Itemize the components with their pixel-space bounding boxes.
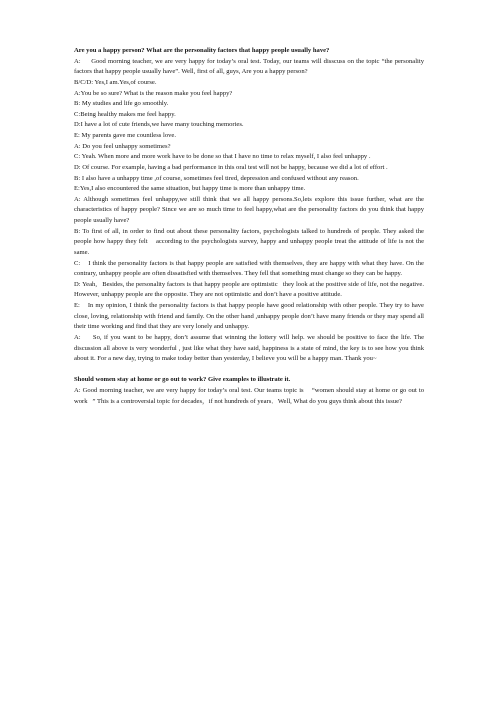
paragraph: D: Yeah, Besides, the personality factors is that happy people are optimistic they look at the positive side of life, not the negative. However, unhappy people are the opposite. They are not optimistic and don’t have a positive attitude. xyxy=(74,280,424,299)
paragraph: A: Good morning teacher, we are very happy for today’s oral test. Our teams topic is “women should stay at home or go out to work ” This is a controversial topic for decades，if not hundreds of years．Well, What do you guys think about this issue? xyxy=(74,386,424,405)
paragraph: A: Although sometimes feel unhappy,we still think that we all happy persons.So,lets explore this issue further, what are the characteristics of happy people? Since we are so much time to feel happy,what are the personality factors do you think that happy people usually have? xyxy=(74,195,424,224)
paragraph: E: In my opinion, I think the personality factors is that happy people have good relationship with other people. They try to have close, loving, relationship with friend and family. On the other hand ,unhappy people don’t have many friends or they may spend all their time working and find that they are very lonely and unhappy. xyxy=(74,302,424,331)
paragraph: A: Do you feel unhappy sometimes? xyxy=(74,142,171,150)
paragraph: A:You be so sure? What is the reason make you feel happy? xyxy=(74,89,233,97)
paragraph: C: Yeah. When more and more work have to be done so that I have no time to relax myself, I also feel unhappy . xyxy=(74,153,371,161)
paragraph: C: I think the personality factors is that happy people are satisfied with themselves, they are happy with what they have. On the contrary, unhappy people are often dissatisfied with themselves. They fell that something must change so they can be happy. xyxy=(74,259,424,278)
paragraph: D:I have a lot of cute friends,we have many touching memories. xyxy=(74,121,244,129)
question-heading-2: Should women stay at home or go out to work? Give examples to illustrate it. xyxy=(74,376,291,384)
paragraph: B: To first of all, in order to find out about these personality factors, psychologists talked to hundreds of people. They asked the people how happy they felt according to the psychologists survey, happy and unhappy people treat the attitude of life is not the same. xyxy=(74,227,424,256)
paragraph: B: I also have a unhappy time ,of course, sometimes feel tired, depression and confused without any reason. xyxy=(74,174,359,182)
paragraph: E: My parents gave me countless love. xyxy=(74,132,176,139)
question-heading-1: Are you a happy person? What are the personality factors that happy people usually have? xyxy=(74,47,330,54)
paragraph: C:Being healthy makes me feel happy. xyxy=(74,110,176,118)
paragraph: B/C/D: Yes,I am.Yes,of course. xyxy=(74,78,157,86)
document-page xyxy=(74,46,424,407)
paragraph: B: My studies and life go smoothly. xyxy=(74,100,169,108)
paragraph: D: Of course. For example, having a bad performance in this oral test will not be happy, because we did a lot of effort . xyxy=(74,163,388,171)
paragraph: A: Good morning teacher, we are very happy for today’s oral test. Today, our teams will disscuss on the topic “the personality factors that happy people usually have”. Well, first of all, guys, Are you a happy person? xyxy=(74,57,424,76)
section-spacer xyxy=(74,365,424,376)
paragraph: E:Yes,I also encountered the same situation, but happy time is more than unhappy time. xyxy=(74,185,306,193)
paragraph: A: So, if you want to be happy, don’t assume that winning the lottery will help. we should be positive to face the life. The discussion all above is very wonderful , just like what they have said, happiness is a state of mind, the key is to see how you think about it. For a new day, trying to make today better than yesterday, I believe you will be a happy man. Thank you~ xyxy=(74,333,424,363)
